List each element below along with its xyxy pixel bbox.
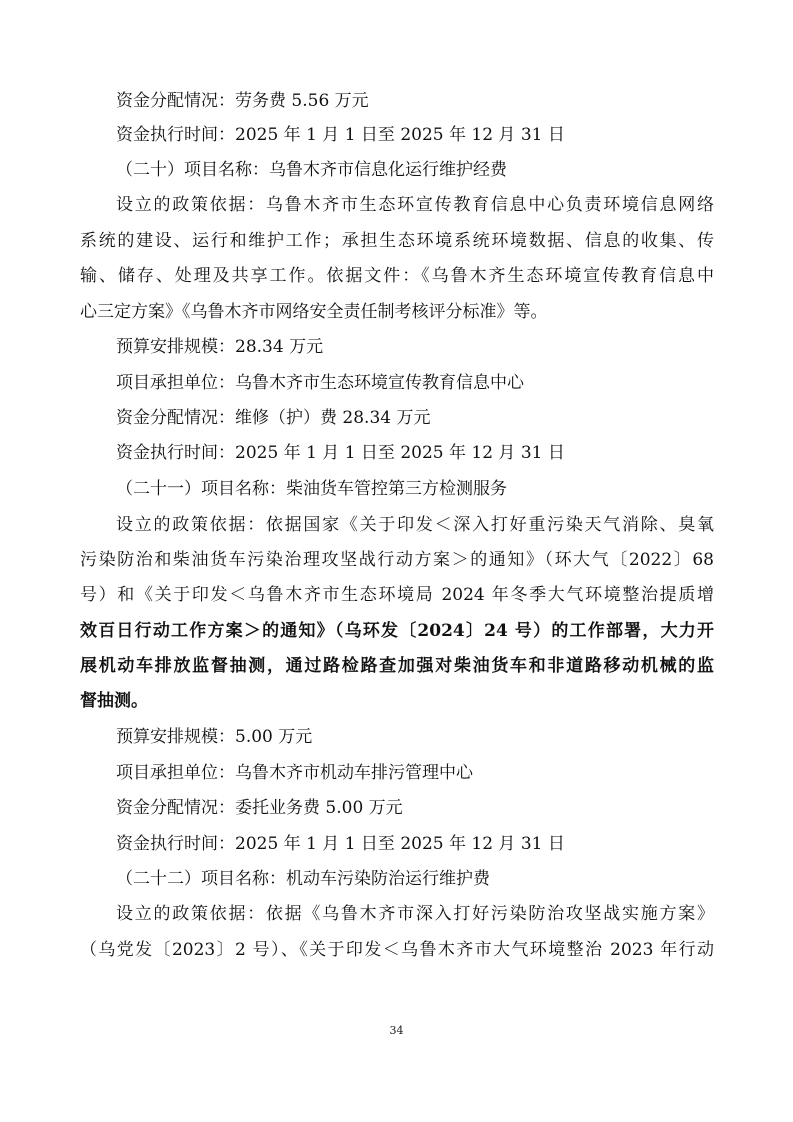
paragraph-line: 预算安排规模：28.34 万元	[116, 337, 324, 357]
paragraph-line: 资金分配情况：维修（护）费 28.34 万元	[116, 408, 431, 428]
paragraph-line: 效百日行动工作方案＞的通知》（乌环发〔2024〕24 号）的工作部署，大力开	[80, 621, 714, 641]
paragraph-line: 资金分配情况：委托业务费 5.00 万元	[116, 798, 403, 818]
paragraph-line: 设立的政策依据：依据《乌鲁木齐市深入打好污染防治攻坚战实施方案》	[116, 904, 714, 924]
section-heading: （二十一）项目名称：柴油货车管控第三方检测服务	[116, 479, 507, 499]
paragraph-line: 展机动车排放监督抽测，通过路检路查加强对柴油货车和非道路移动机械的监	[80, 656, 714, 676]
page-number: 34	[389, 1024, 404, 1037]
paragraph-line: 系统的建设、运行和维护工作；承担生态环境系统环境数据、信息的收集、传	[80, 231, 714, 251]
paragraph-line: 预算安排规模：5.00 万元	[116, 727, 313, 747]
paragraph-line: 心三定方案》《乌鲁木齐市网络安全责任制考核评分标准》等。	[80, 302, 548, 322]
paragraph-line: 设立的政策依据：依据国家《关于印发＜深入打好重污染天气消除、臭氧	[116, 515, 714, 535]
paragraph-line: 输、储存、处理及共享工作。依据文件：《乌鲁木齐生态环境宣传教育信息中	[80, 266, 714, 286]
paragraph-line: 督抽测。	[80, 691, 148, 711]
paragraph-line: 资金执行时间：2025 年 1 月 1 日至 2025 年 12 月 31 日	[116, 834, 565, 854]
paragraph-line: 项目承担单位：乌鲁木齐市机动车排污管理中心	[116, 763, 473, 783]
section-heading: （二十二）项目名称：机动车污染防治运行维护费	[116, 869, 490, 889]
paragraph-line: 资金执行时间：2025 年 1 月 1 日至 2025 年 12 月 31 日	[116, 443, 565, 463]
paragraph-line: 资金分配情况：劳务费 5.56 万元	[116, 91, 369, 111]
paragraph-line: （乌党发〔2023〕2 号）、《关于印发＜乌鲁木齐市大气环境整治 2023 年行动	[80, 940, 714, 960]
paragraph-line: 设立的政策依据：乌鲁木齐市生态环宣传教育信息中心负责环境信息网络	[116, 195, 714, 215]
paragraph-line: 项目承担单位：乌鲁木齐市生态环境宣传教育信息中心	[116, 373, 524, 393]
section-heading: （二十）项目名称：乌鲁木齐市信息化运行维护经费	[116, 160, 507, 180]
paragraph-line: 号）和《关于印发＜乌鲁木齐市生态环境局 2024 年冬季大气环境整治提质增	[80, 585, 714, 605]
paragraph-line: 污染防治和柴油货车污染治理攻坚战行动方案＞的通知》（环大气〔2022〕68	[80, 550, 714, 570]
paragraph-line: 资金执行时间：2025 年 1 月 1 日至 2025 年 12 月 31 日	[116, 125, 565, 145]
